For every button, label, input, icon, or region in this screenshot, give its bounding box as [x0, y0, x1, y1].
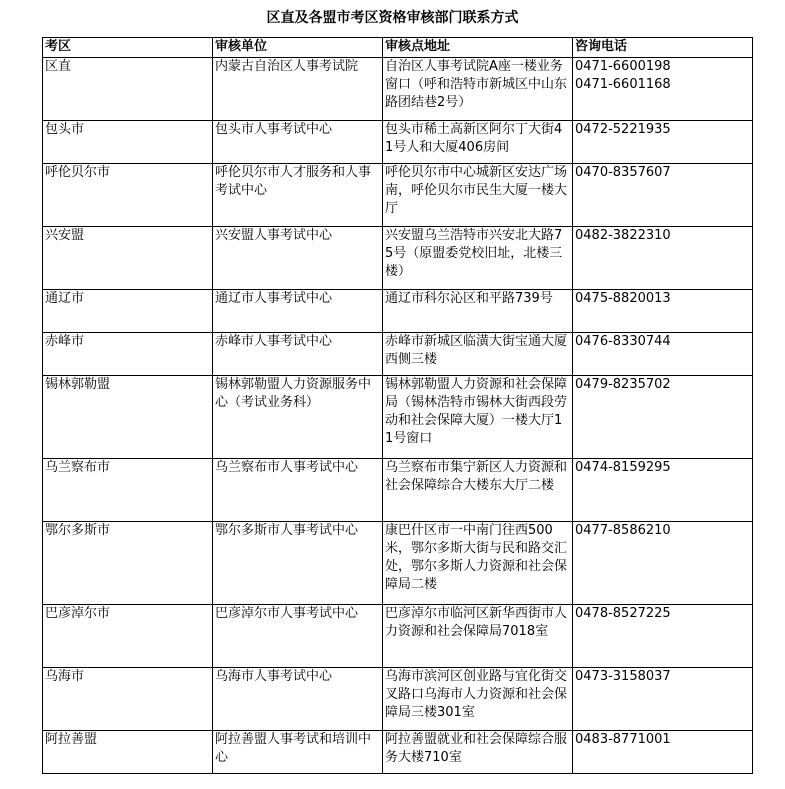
phone-number: 0471-6601168 — [575, 77, 671, 92]
unit-cell: 鄂尔多斯市人事考试中心 — [213, 522, 383, 605]
header-unit: 审核单位 — [213, 38, 383, 58]
unit-cell: 阿拉善盟人事考试和培训中心 — [213, 731, 383, 774]
address-cell: 通辽市科尔沁区和平路739号 — [383, 290, 573, 333]
address-cell: 锡林郭勒盟人力资源和社会保障局（锡林浩特市锡林大街西段劳动和社会保障大厦）一楼大厅11号窗口 — [383, 376, 573, 459]
table-row — [43, 227, 753, 290]
address-cell: 兴安盟乌兰浩特市兴安北大路75号（原盟委党校旧址，北楼三楼） — [383, 227, 573, 290]
table-row — [43, 58, 753, 121]
address-cell: 巴彦淖尔市临河区新华西街市人力资源和社会保障局7018室 — [383, 605, 573, 668]
address-cell: 乌海市滨河区创业路与宜化街交叉路口乌海市人力资源和社会保障局三楼301室 — [383, 668, 573, 731]
region-cell: 乌海市 — [43, 668, 213, 731]
region-cell: 呼伦贝尔市 — [43, 164, 213, 227]
phone-cell — [573, 164, 753, 227]
table-row — [43, 605, 753, 668]
region-cell: 赤峰市 — [43, 333, 213, 376]
region-cell: 鄂尔多斯市 — [43, 522, 213, 605]
page-title: 区直及各盟市考区资格审核部门联系方式 — [266, 10, 519, 26]
phone-cell — [573, 731, 753, 774]
unit-cell: 巴彦淖尔市人事考试中心 — [213, 605, 383, 668]
table-row — [43, 333, 753, 376]
table-row — [43, 731, 753, 774]
address-cell: 包头市稀土高新区阿尔丁大街41号人和大厦406房间 — [383, 121, 573, 164]
phone-number: 0473-3158037 — [575, 669, 671, 684]
unit-cell: 通辽市人事考试中心 — [213, 290, 383, 333]
phone-cell — [573, 459, 753, 522]
phone-number: 0483-8771001 — [575, 732, 671, 747]
address-cell: 呼伦贝尔市中心城新区安达广场南，呼伦贝尔市民生大厦一楼大厅 — [383, 164, 573, 227]
phone-number: 0476-8330744 — [575, 334, 671, 349]
address-cell: 赤峰市新城区临潢大街宝通大厦西侧三楼 — [383, 333, 573, 376]
unit-cell: 内蒙古自治区人事考试院 — [213, 58, 383, 121]
table-row — [43, 459, 753, 522]
table-row — [43, 290, 753, 333]
table-row — [43, 376, 753, 459]
address-cell: 阿拉善盟就业和社会保障综合服务大楼710室 — [383, 731, 573, 774]
phone-number: 0477-8586210 — [575, 523, 671, 538]
unit-cell: 赤峰市人事考试中心 — [213, 333, 383, 376]
phone-cell — [573, 605, 753, 668]
header-address: 审核点地址 — [383, 38, 573, 58]
region-cell: 区直 — [43, 58, 213, 121]
region-cell: 兴安盟 — [43, 227, 213, 290]
region-cell: 阿拉善盟 — [43, 731, 213, 774]
contact-table — [42, 37, 753, 774]
address-cell: 自治区人事考试院A座一楼业务窗口（呼和浩特市新城区中山东路团结巷2号） — [383, 58, 573, 121]
phone-cell — [573, 290, 753, 333]
phone-cell — [573, 227, 753, 290]
phone-number: 0470-8357607 — [575, 165, 671, 180]
header-region: 考区 — [43, 38, 213, 58]
header-phone: 咨询电话 — [573, 38, 753, 58]
table-body — [43, 58, 753, 774]
phone-cell — [573, 333, 753, 376]
unit-cell: 呼伦贝尔市人才服务和人事考试中心 — [213, 164, 383, 227]
address-cell: 康巴什区市一中南门往西500米，鄂尔多斯大街与民和路交汇处，鄂尔多斯人力资源和社会保障局二楼 — [383, 522, 573, 605]
table-row — [43, 164, 753, 227]
region-cell: 巴彦淖尔市 — [43, 605, 213, 668]
phone-cell — [573, 58, 753, 121]
unit-cell: 包头市人事考试中心 — [213, 121, 383, 164]
phone-number: 0472-5221935 — [575, 122, 671, 137]
table-row — [43, 668, 753, 731]
table-row — [43, 522, 753, 605]
phone-number: 0482-3822310 — [575, 228, 671, 243]
phone-cell — [573, 376, 753, 459]
unit-cell: 锡林郭勒盟人力资源服务中心（考试业务科） — [213, 376, 383, 459]
table-row — [43, 121, 753, 164]
address-cell: 乌兰察布市集宁新区人力资源和社会保障综合大楼东大厅二楼 — [383, 459, 573, 522]
unit-cell: 乌兰察布市人事考试中心 — [213, 459, 383, 522]
unit-cell: 乌海市人事考试中心 — [213, 668, 383, 731]
phone-number: 0474-8159295 — [575, 460, 671, 475]
phone-cell — [573, 522, 753, 605]
region-cell: 通辽市 — [43, 290, 213, 333]
region-cell: 包头市 — [43, 121, 213, 164]
phone-cell — [573, 121, 753, 164]
unit-cell: 兴安盟人事考试中心 — [213, 227, 383, 290]
phone-number: 0478-8527225 — [575, 606, 671, 621]
region-cell: 锡林郭勒盟 — [43, 376, 213, 459]
phone-number: 0475-8820013 — [575, 291, 671, 306]
phone-number: 0479-8235702 — [575, 377, 671, 392]
header-row — [43, 38, 753, 58]
phone-cell — [573, 668, 753, 731]
region-cell: 乌兰察布市 — [43, 459, 213, 522]
phone-number: 0471-6600198 — [575, 59, 671, 74]
